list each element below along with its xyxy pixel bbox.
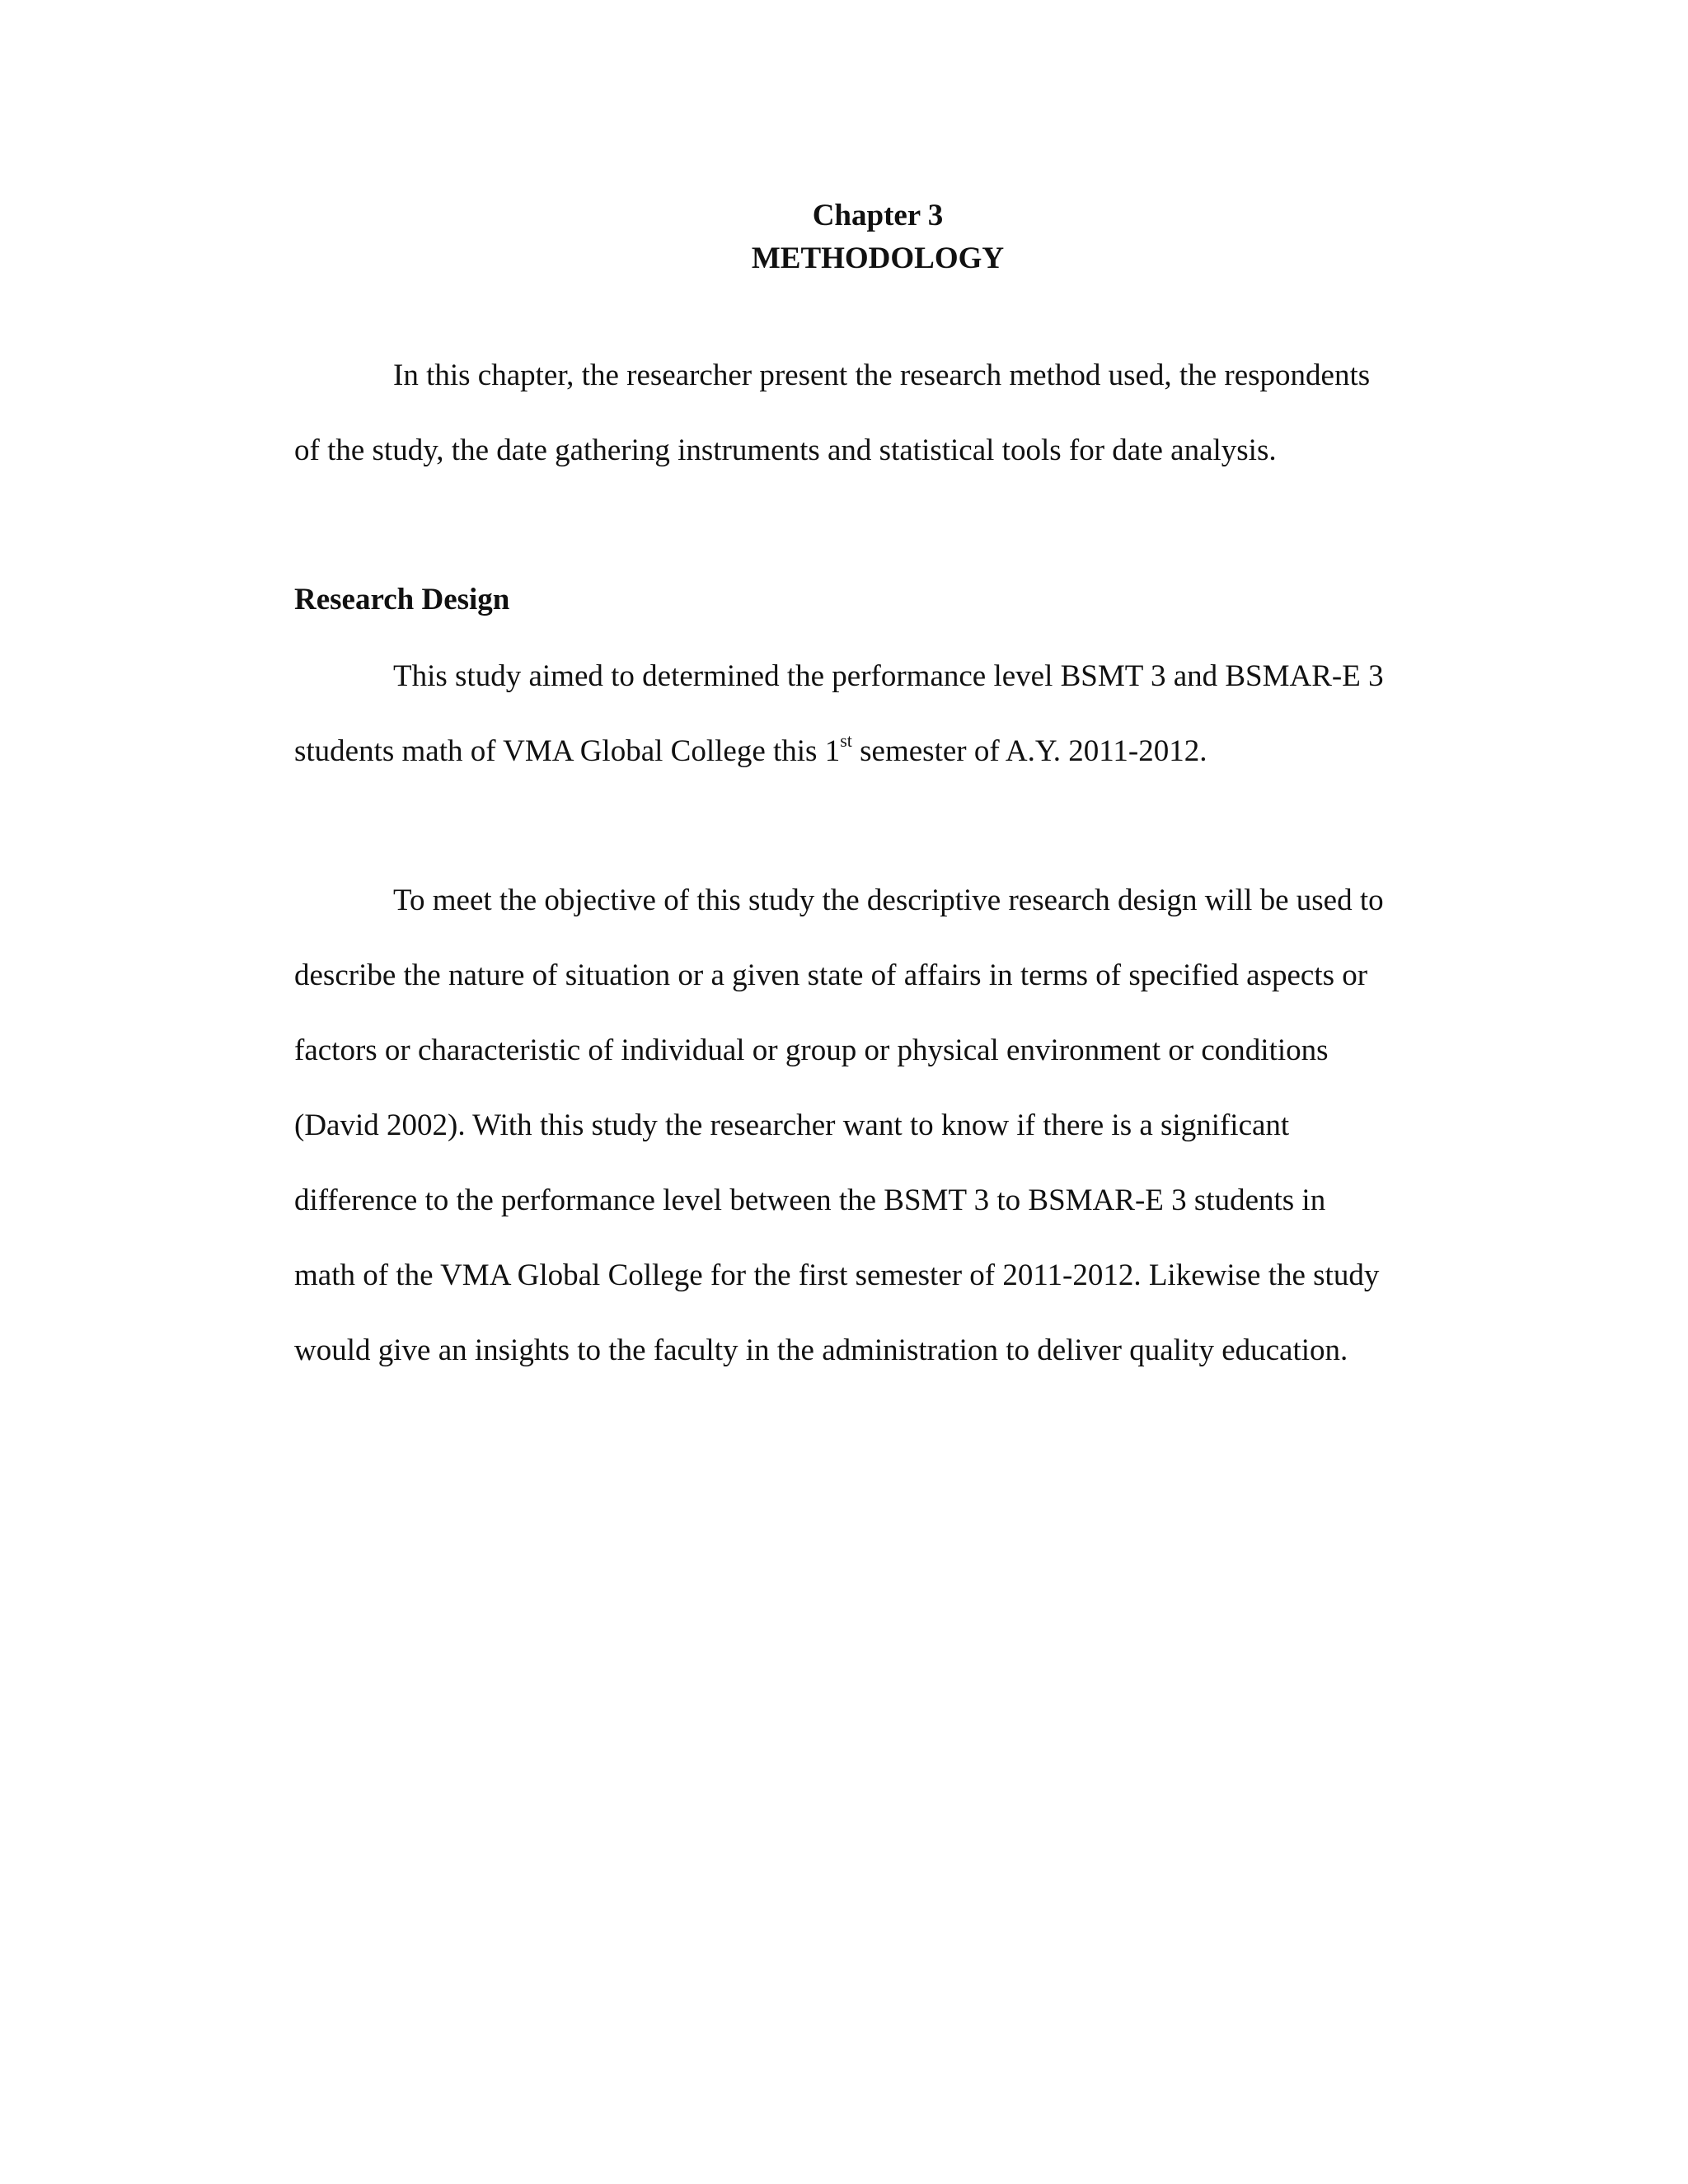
research-design-paragraph-1 bbox=[294, 639, 1473, 789]
chapter-label: Chapter 3 bbox=[812, 199, 944, 232]
ordinal-superscript: st bbox=[840, 729, 852, 751]
intro-section bbox=[294, 338, 1473, 488]
chapter-heading bbox=[0, 194, 1688, 280]
intro-paragraph: In this chapter, the researcher present the research method used, the respondents of the study, the date gathering instruments and statistical tools for date analysis. bbox=[294, 359, 1371, 467]
paragraph-text: To meet the objective of this study the descriptive research design will be used to describe the nature of situation or a given state of affairs in terms of specified aspects or factors or characteristic of individual or group or physical environment or conditions (David 2002). With this study the researcher want to know if there is a significant difference to the performance level between the BSMT 3 to BSMAR-E 3 students in math of the VMA Global College for the first semester of 2011-2012. Likewise the study would give an insights to the faculty in the administration to deliver quality education. bbox=[294, 883, 1384, 1367]
chapter-title: METHODOLOGY bbox=[751, 241, 1005, 275]
paragraph-text bbox=[294, 639, 1473, 789]
section-heading-research-design: Research Design bbox=[294, 583, 510, 616]
research-design-paragraph-2 bbox=[294, 863, 1473, 1388]
paragraph-text-after-superscript: semester of A.Y. 2011-2012. bbox=[851, 734, 1207, 768]
paragraph-text-before-superscript: This study aimed to determined the performance level BSMT 3 and BSMAR-E 3 students math of VMA Global College this 1 bbox=[294, 659, 1384, 768]
